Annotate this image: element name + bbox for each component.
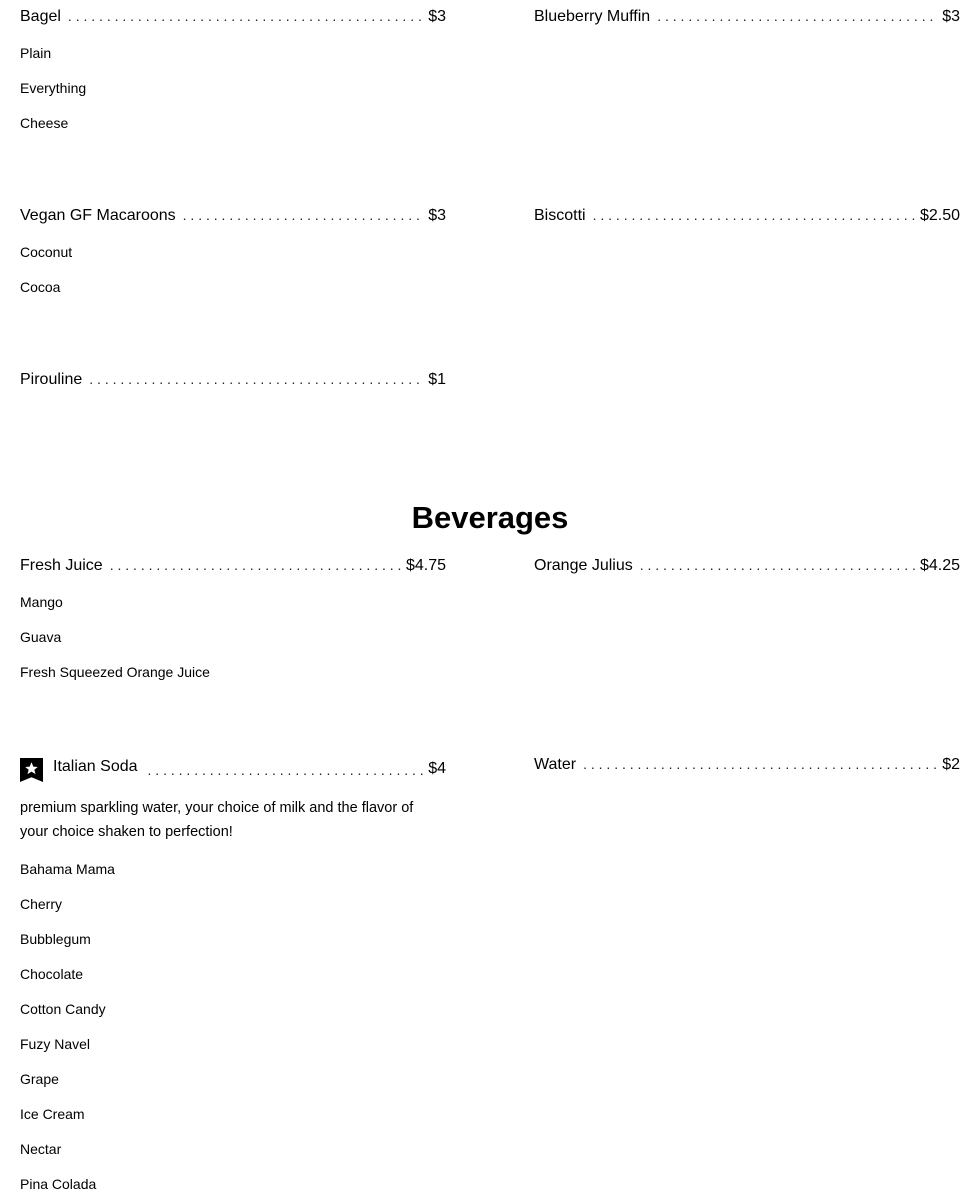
option-item: Pina Colada xyxy=(20,1176,97,1192)
option-item: Fuzy Navel xyxy=(20,1036,91,1052)
option-item: Cocoa xyxy=(20,279,61,295)
option-list xyxy=(20,36,446,141)
item-name: Blueberry Muffin xyxy=(534,8,651,25)
dot-leader xyxy=(640,557,915,575)
dot-leader xyxy=(657,8,937,26)
star-badge-icon xyxy=(20,758,43,782)
option-item: Cheese xyxy=(20,115,69,131)
option-item: Chocolate xyxy=(20,966,84,982)
dot-leader xyxy=(593,207,915,225)
dot-leader xyxy=(68,8,423,26)
star-icon xyxy=(24,761,39,776)
option-item: Plain xyxy=(20,45,52,61)
item-name: Orange Julius xyxy=(534,557,633,574)
menu-item-fresh-juice xyxy=(20,557,446,690)
option-item: Cherry xyxy=(20,896,63,912)
dot-leader xyxy=(183,207,424,225)
option-item: Mango xyxy=(20,594,63,610)
dot-leader xyxy=(110,557,401,575)
item-price: $1 xyxy=(428,371,446,388)
option-item: Grape xyxy=(20,1071,59,1087)
item-price: $4.25 xyxy=(919,557,960,574)
item-row xyxy=(20,207,446,229)
item-price: $3 xyxy=(942,8,960,25)
option-item: Cotton Candy xyxy=(20,1001,106,1017)
item-price: $4.75 xyxy=(405,557,446,574)
option-list xyxy=(20,235,446,305)
item-name: Fresh Juice xyxy=(20,557,103,574)
item-price: $4 xyxy=(428,760,446,777)
item-row xyxy=(20,557,446,579)
option-item: Bahama Mama xyxy=(20,861,115,877)
dot-leader xyxy=(583,756,937,774)
option-item: Bubblegum xyxy=(20,931,91,947)
section-title-beverages: Beverages xyxy=(411,500,569,535)
item-row xyxy=(534,557,960,579)
option-item: Ice Cream xyxy=(20,1106,85,1122)
dot-leader xyxy=(89,371,423,389)
menu-item-water xyxy=(534,756,960,778)
option-list xyxy=(20,852,446,1202)
item-name: Vegan GF Macaroons xyxy=(20,207,176,224)
item-price: $2.50 xyxy=(919,207,960,224)
menu-item-bagel xyxy=(20,8,446,141)
menu-item-orange-julius xyxy=(534,557,960,579)
option-item: Everything xyxy=(20,80,87,96)
menu-item-blueberry-muffin xyxy=(534,8,960,30)
item-name: Pirouline xyxy=(20,371,83,388)
menu-item-pirouline xyxy=(20,371,446,393)
menu-item-vegan-macaroons xyxy=(20,207,446,305)
option-list xyxy=(20,585,446,690)
item-description: premium sparkling water, your choice of milk and the flavor of your choice shaken to perfection! xyxy=(20,800,414,840)
item-name: Italian Soda xyxy=(53,758,138,775)
item-price: $3 xyxy=(428,207,446,224)
item-row xyxy=(534,8,960,30)
option-item: Nectar xyxy=(20,1141,62,1157)
option-item: Fresh Squeezed Orange Juice xyxy=(20,664,210,680)
item-row xyxy=(534,756,960,778)
item-row xyxy=(20,371,446,393)
menu-item-biscotti xyxy=(534,207,960,229)
item-name: Bagel xyxy=(20,8,61,25)
item-price: $2 xyxy=(942,756,960,773)
option-item: Guava xyxy=(20,629,62,645)
item-row xyxy=(20,8,446,30)
menu-item-italian-soda xyxy=(20,750,446,1202)
item-price: $3 xyxy=(428,8,446,25)
item-row xyxy=(534,207,960,229)
option-item: Coconut xyxy=(20,244,73,260)
item-row xyxy=(20,750,446,782)
item-name: Water xyxy=(534,756,577,773)
dot-leader xyxy=(148,762,424,780)
item-name: Biscotti xyxy=(534,207,586,224)
